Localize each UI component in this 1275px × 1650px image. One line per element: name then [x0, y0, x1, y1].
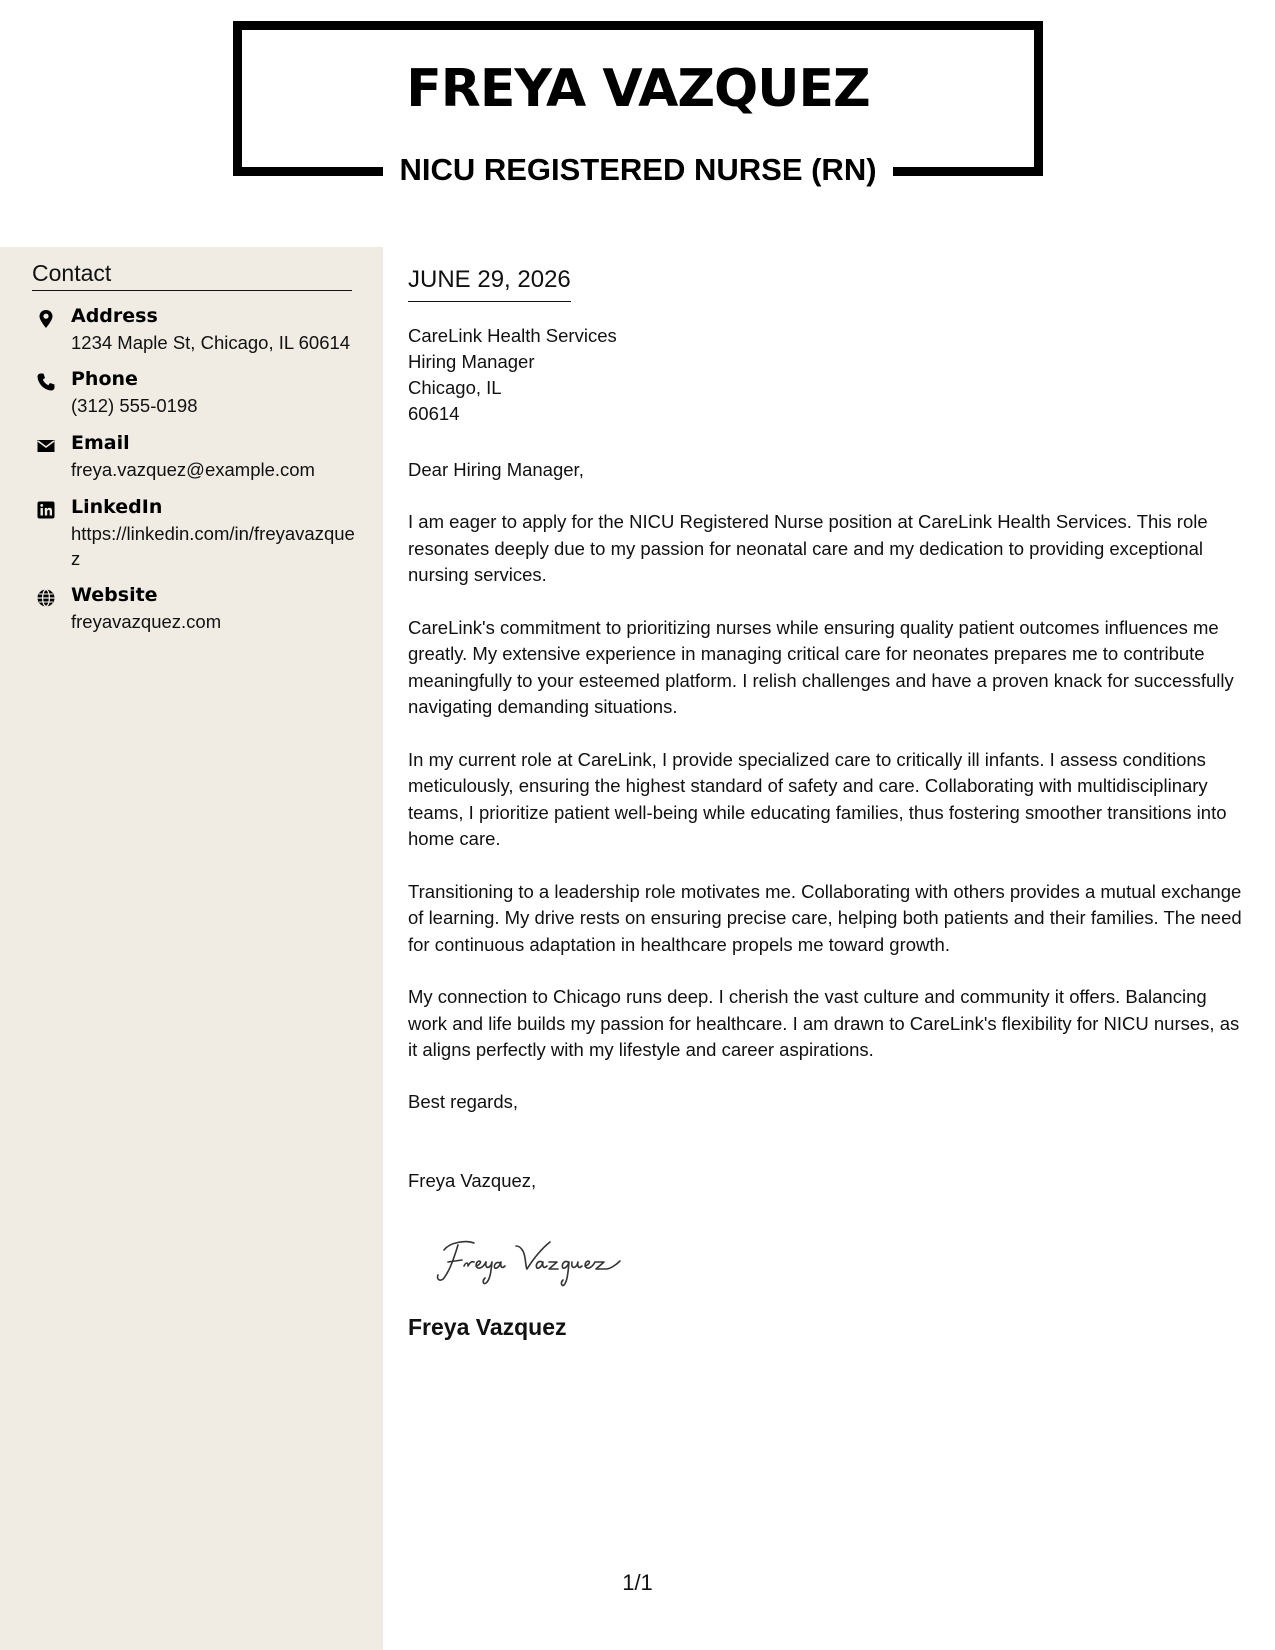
paragraph: In my current role at CareLink, I provide specialized care to critically ill infants. I assess conditions meticulously, ensuring the highest standard of safety and care. Collaborating with multidisciplinary teams, I prioritize patient well-being while educating families, thus fostering smoother transitions into home care. [408, 748, 1227, 849]
job-title: NICU REGISTERED NURSE (RN) [399, 152, 877, 187]
phone-label: Phone [71, 368, 138, 390]
globe-icon [36, 588, 56, 608]
location-pin-icon [36, 309, 56, 329]
handwritten-signature [430, 1228, 660, 1294]
contact-heading: Contact [32, 260, 352, 291]
recipient-title: Hiring Manager [408, 351, 535, 372]
address-value: 1234 Maple St, Chicago, IL 60614 [71, 332, 351, 353]
email-label: Email [71, 432, 130, 454]
recipient-city: Chicago, IL [408, 377, 502, 398]
recipient-company: CareLink Health Services [408, 325, 617, 346]
recipient-block [408, 323, 617, 427]
phone-value: (312) 555-0198 [71, 395, 198, 416]
paragraph: I am eager to apply for the NICU Registered Nurse position at CareLink Health Services. This role resonates deeply due to my passion for neonatal care and my dedication to providing exceptional nursing services. [408, 511, 1208, 585]
header-frame-bottom-left [233, 167, 383, 176]
letter-body [408, 509, 1248, 1090]
recipient-zip: 60614 [408, 403, 460, 424]
header-frame-bottom-right [893, 167, 1043, 176]
linkedin-value[interactable]: https://linkedin.com/in/freyavazquez [71, 523, 355, 569]
website-label: Website [71, 584, 158, 606]
closing: Best regards, [408, 1091, 519, 1112]
candidate-name: FREYA VAZQUEZ [406, 59, 870, 119]
salutation: Dear Hiring Manager, [408, 459, 584, 480]
page-number: 1/1 [622, 1570, 653, 1595]
linkedin-label: LinkedIn [71, 496, 163, 518]
letter-date: JUNE 29, 2026 [408, 266, 571, 302]
address-label: Address [71, 305, 158, 327]
envelope-icon [36, 436, 56, 456]
printed-name: Freya Vazquez [408, 1314, 567, 1340]
email-value: freya.vazquez@example.com [71, 459, 315, 480]
website-value[interactable]: freyavazquez.com [71, 611, 222, 632]
linkedin-icon [36, 500, 56, 520]
sign-off-name: Freya Vazquez, [408, 1170, 537, 1191]
paragraph: CareLink's commitment to prioritizing nurses while ensuring quality patient outcomes influences me greatly. My extensive experience in managing critical care for neonates prepares me to contribute meaningfully to your esteemed platform. I relish challenges and have a proven knack for successfully navigating demanding situations. [408, 616, 1234, 717]
paragraph: My connection to Chicago runs deep. I cherish the vast culture and community it offers. Balancing work and life builds my passion for healthcare. I am drawn to CareLink's flexibility for NICU nurses, as it aligns perfectly with my lifestyle and career aspirations. [408, 986, 1240, 1060]
phone-icon [36, 372, 56, 392]
paragraph: Transitioning to a leadership role motivates me. Collaborating with others provides a mutual exchange of learning. My drive rests on ensuring precise care, helping both patients and their families. The need for continuous adaptation in healthcare propels me toward growth. [408, 880, 1242, 955]
